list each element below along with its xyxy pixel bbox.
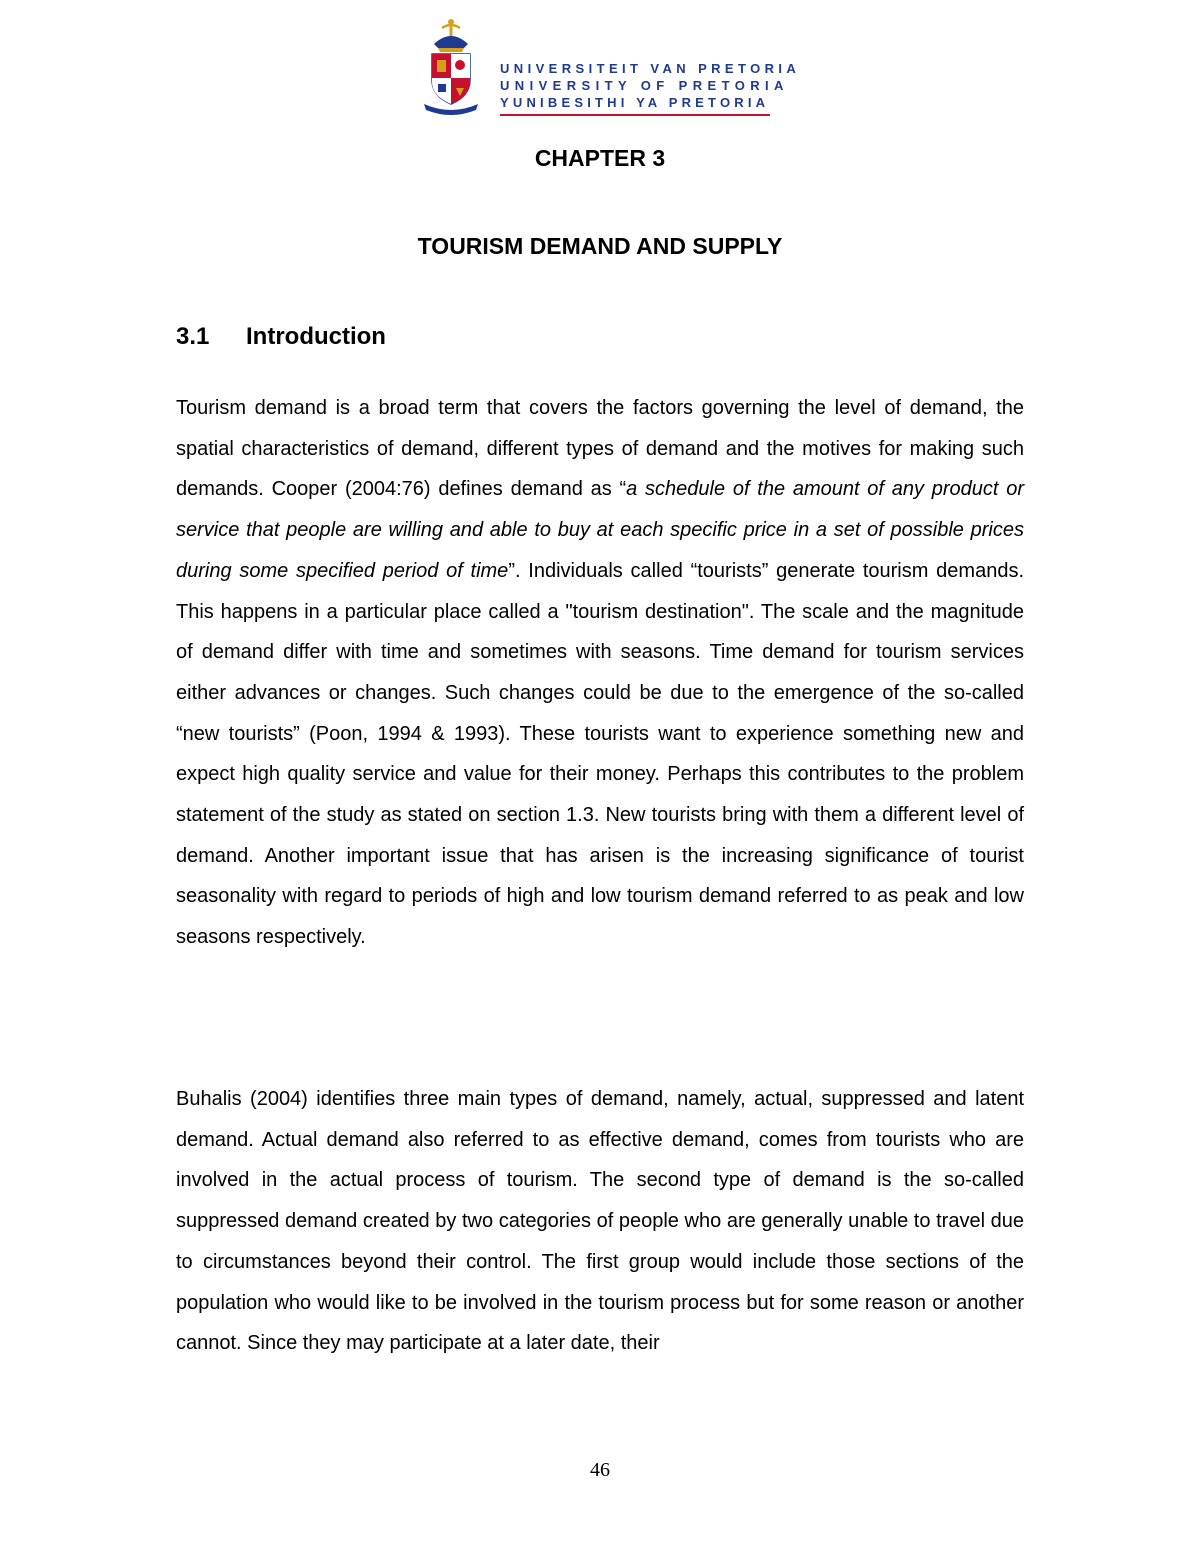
paragraph-types-of-demand xyxy=(176,1079,1024,1364)
university-crest-icon xyxy=(420,18,482,118)
letterhead xyxy=(420,18,801,123)
paragraph-tourism-demand xyxy=(176,388,1024,958)
university-name-sepedi: YUNIBESITHI YA PRETORIA xyxy=(500,95,770,110)
chapter-label: CHAPTER 3 xyxy=(534,145,666,171)
paragraph-text: Buhalis (2004) identifies three main types of demand, namely, actual, suppressed and latent demand. Actual demand also referred to as effective demand, comes from tourists who are involved in the actual process of tourism. The second type of demand is the so-called suppressed demand created by two categories of people who are generally unable to travel due to circumstances beyond their control. The first group would include those sections of the population who would like to be involved in the tourism process but for some reason or another cannot. Since they may participate at a later date, their xyxy=(176,1088,1024,1355)
university-names xyxy=(500,60,801,111)
cooper-definition-quote: a schedule of the amount of any product or service that people are willing and able to buy at each specific price in a set of possible prices during some specified period of time xyxy=(176,478,1024,582)
paragraph-text: ”. Individuals called “tourists” generate tourism demands. This happens in a particular place called a "tourism destination". The scale and the magnitude of demand differ with time and sometimes with seasons. Time demand for tourism services either advances or changes. Such changes could be due to the emergence of the so-called “new tourists” (Poon, 1994 & 1993). These tourists want to experience something new and expect high quality service and value for their money. Perhaps this contributes to the problem statement of the study as stated on section 1.3. New tourists bring with them a different level of demand. Another important issue that has arisen is the increasing significance of tourist seasonality with regard to periods of high and low tourism demand referred to as peak and low seasons respectively. xyxy=(176,559,1024,949)
section-number: 3.1 xyxy=(176,323,210,350)
letterhead-divider xyxy=(500,114,770,116)
university-name-english: UNIVERSITY OF PRETORIA xyxy=(500,78,789,93)
chapter-title: TOURISM DEMAND AND SUPPLY xyxy=(417,233,783,259)
section-heading xyxy=(176,319,386,355)
paragraph-text: Tourism demand is a broad term that covers the factors governing the level of demand, the spatial characteristics of demand, different types of demand and the motives for making such demands. Cooper (2004:76) defines demand as “ xyxy=(176,397,1024,501)
page-number: 46 xyxy=(590,1459,610,1481)
section-title: Introduction xyxy=(246,323,386,350)
university-name-afrikaans: UNIVERSITEIT VAN PRETORIA xyxy=(500,61,801,76)
